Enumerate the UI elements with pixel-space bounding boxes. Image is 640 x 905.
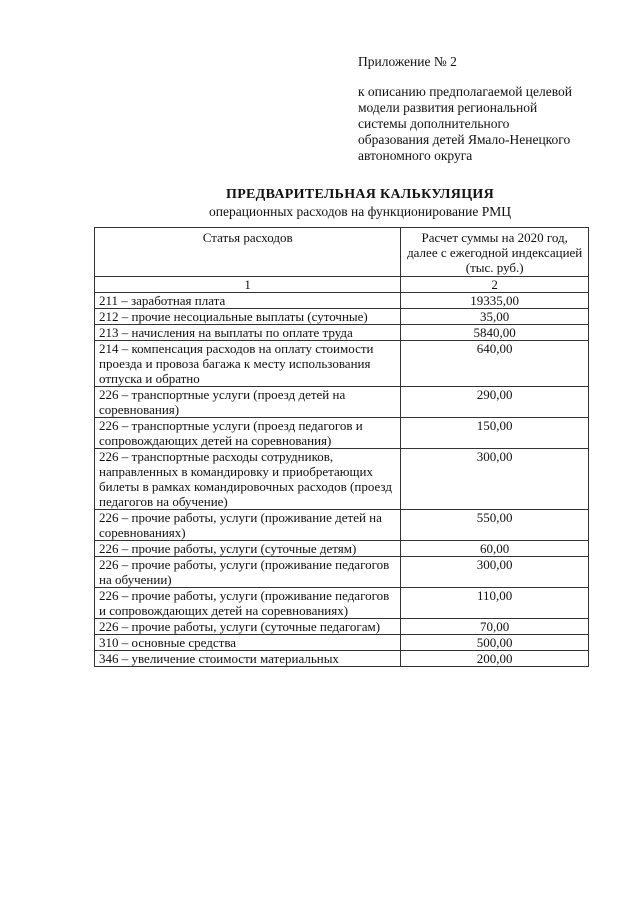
expense-item: 226 – транспортные услуги (проезд педагогов и сопровождающих детей на соревнования) [95,418,401,449]
expense-item: 212 – прочие несоциальные выплаты (суточные) [95,309,401,325]
header-expense-item: Статья расходов [95,228,401,277]
expense-amount: 500,00 [401,635,589,651]
expense-item: 310 – основные средства [95,635,401,651]
table-row [95,309,589,325]
expense-item: 214 – компенсация расходов на оплату стоимости проезда и провоза багажа к месту использования отпуска и обратно [95,341,401,387]
expense-item: 226 – прочие работы, услуги (суточные педагогам) [95,619,401,635]
expense-item: 226 – прочие работы, услуги (суточные детям) [95,541,401,557]
column-number: 1 [95,277,401,293]
expense-amount: 5840,00 [401,325,589,341]
expense-amount: 200,00 [401,651,589,667]
table-row [95,325,589,341]
column-number: 2 [401,277,589,293]
expense-item: 226 – прочие работы, услуги (проживание педагогов на обучении) [95,557,401,588]
appendix-line: образования детей Ямало-Ненецкого [358,132,571,147]
expense-amount: 300,00 [401,557,589,588]
expense-amount: 35,00 [401,309,589,325]
appendix-note [358,54,618,164]
expense-amount: 150,00 [401,418,589,449]
table-row [95,619,589,635]
table-row [95,387,589,418]
table-row [95,557,589,588]
expense-item: 213 – начисления на выплаты по оплате труда [95,325,401,341]
expense-item: 226 – прочие работы, услуги (проживание педагогов и сопровождающих детей на соревнованиях) [95,588,401,619]
expense-amount: 640,00 [401,341,589,387]
appendix-line: к описанию предполагаемой целевой [358,84,572,99]
expense-amount: 19335,00 [401,293,589,309]
expense-amount: 300,00 [401,449,589,510]
table-row [95,588,589,619]
table-row [95,635,589,651]
appendix-number: Приложение № 2 [358,54,457,69]
expense-item: 226 – транспортные расходы сотрудников, направленных в командировку и приобретающих билеты в рамках командировочных расходов (проезд педагогов на обучение) [95,449,401,510]
expense-amount: 550,00 [401,510,589,541]
document-subtitle: операционных расходов на функционирование РМЦ [208,204,512,219]
table-row [95,341,589,387]
expense-item: 211 – заработная плата [95,293,401,309]
table-row [95,651,589,667]
expense-item: 346 – увеличение стоимости материальных [95,651,401,667]
appendix-line: модели развития региональной [358,100,538,115]
document-title: ПРЕДВАРИТЕЛЬНАЯ КАЛЬКУЛЯЦИЯ [226,187,494,202]
appendix-line: автономного округа [358,148,473,163]
expense-item: 226 – транспортные услуги (проезд детей на соревнования) [95,387,401,418]
expense-amount: 290,00 [401,387,589,418]
table-header-row [95,228,589,277]
header-amount: Расчет суммы на 2020 год, далее с ежегодной индексацией (тыс. руб.) [401,228,589,277]
cost-table [94,227,589,667]
expense-amount: 70,00 [401,619,589,635]
document-heading [90,186,630,220]
appendix-line: системы дополнительного [358,116,510,131]
table-row [95,510,589,541]
column-number-row [95,277,589,293]
table-row [95,418,589,449]
expense-amount: 60,00 [401,541,589,557]
table-row [95,449,589,510]
expense-amount: 110,00 [401,588,589,619]
table-row [95,541,589,557]
expense-item: 226 – прочие работы, услуги (проживание детей на соревнованиях) [95,510,401,541]
table-row [95,293,589,309]
